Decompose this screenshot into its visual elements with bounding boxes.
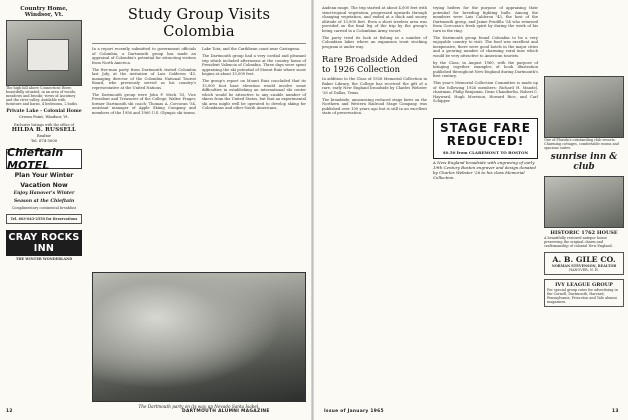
gile-sub: NORMAN STEVENSON, REALTOR xyxy=(551,264,617,268)
right-article-area xyxy=(322,6,538,180)
article-paragraph: In a report recently submitted to government officials of Colombia, a Dartmouth group has made an appraisal of Colombia's potential for attracting visitors from North America. xyxy=(92,47,196,65)
article-paragraph: Andean range. The trip started at about 4,000 feet with semi-tropical vegetation, progressed upwards through changing vegetation, and ended at a thick and snowy altitude of 13,000 feet. Even a short treeless area was provided on the final leg of the trip by the group's being carried in a Colombian Army escort. xyxy=(322,6,427,33)
broadside-headline-line-2: to 1926 Collection xyxy=(322,63,400,74)
left-ads-column xyxy=(6,6,82,261)
russell-ad xyxy=(6,123,82,143)
article-paragraph: The Dartmouth group found Colombia to be a very enjoyable country to visit. The food was excellent and inexpensive, there were good hotels in the major cities and a growing number of charming rural inns which would be very attractive to American tourists. xyxy=(433,35,538,58)
sunrise-desc: One of Florida's outstanding club resorts. Charming cottages, comfortable rooms and spacious suites. xyxy=(544,138,619,150)
article-paragraph: The Dartmouth group were John F. Meck '33, Vice President and Treasurer of the College; Walter Prager, former Dartmouth ski coach; Thomas A. Corcoran '54, assistant manager of Apple Skiing Company and members of the 1956 and 1960 U.S. Olympic ski teams. xyxy=(92,92,196,115)
right-column-1 xyxy=(322,6,427,118)
ivy-title: IVY LEAGUE GROUP xyxy=(555,282,613,288)
stage-fare-title-1: STAGE FARE xyxy=(440,121,531,136)
sunrise-inn-name: sunrise inn & club xyxy=(550,152,618,172)
chieftain-footnote: Complimentary continental breakfast xyxy=(11,206,77,211)
article-paragraph: The five-man party from Dartmouth visited Colombia last July, at the invitation of Luis Calderon '43, managing director of the Colombia National Tourist Board, who previously served as his country's representative at the United Nations. xyxy=(92,67,196,90)
gile-place: HANOVER, N. H. xyxy=(569,268,599,272)
photo-caption: The Dartmouth party on its way up Nevado Santa Isabel. xyxy=(138,404,260,409)
cray-rocks-logo: CRAY ROCKS INN xyxy=(6,230,82,256)
broadside-headline xyxy=(322,55,427,74)
colombia-article xyxy=(92,6,306,118)
magazine-name: DARTMOUTH ALUMNI MAGAZINE xyxy=(182,409,270,414)
gile-name: A. B. GILE CO. xyxy=(552,255,616,264)
left-page xyxy=(0,0,312,420)
stage-fare-sub: $0.50 from CLAREMONT TO BOSTON xyxy=(442,150,529,156)
broadside-caption: A New England broadside with engraving of early 19th Century Boston engraver and design donated by Charles Webster '26 to his class Memorial Collection. xyxy=(433,160,536,180)
issue-date: Issue of January 1965 xyxy=(324,409,384,414)
page-number-left: 12 xyxy=(6,409,13,414)
headline-rule xyxy=(92,43,306,44)
russell-sub: Realtor xyxy=(36,133,52,138)
page-number-right: 13 xyxy=(612,409,619,414)
country-home-ad-title: Country Home, Windsor, Vt. xyxy=(20,6,68,18)
historic-house-desc: A beautifully restored antique house preserving the original charm and craftsmanship of colonial New England. xyxy=(544,236,613,248)
sunrise-inn-photo xyxy=(544,76,624,138)
right-ads-column xyxy=(544,6,624,307)
article-paragraph: by the Class, in August 1960, with the purpose of bringing together examples of book illustration published throughout New England during Dartmouth's first century. xyxy=(433,60,538,78)
private-lake-sub: Crown Point, Windsor, Vt. xyxy=(19,114,69,119)
chieftain-logo: Chieftain MOTEL xyxy=(6,149,82,169)
private-lake-title: Private Lake - Colonial Home xyxy=(6,109,82,114)
chieftain-italic-2: Season at the Chieftain xyxy=(13,198,75,204)
chieftain-headline-1: Plan Your Winter xyxy=(14,172,74,179)
article-paragraph: trying heifers for the purpose of appraising their potential for breeding fighting bulls. Among the members were Luis Calderon '43, the host of the Dartmouth group, and Jaime Prudilla '54 who returned from Corcoran's fresh spirit by during the week of his turn in the ring. xyxy=(433,6,538,33)
country-home-photo xyxy=(6,20,82,86)
chieftain-headline-2: Vacation Now xyxy=(20,182,68,189)
historic-house-title: HISTORIC 1762 HOUSE xyxy=(550,230,618,236)
right-column-2 xyxy=(433,6,538,118)
article-paragraph: The party tried its luck at fishing in a number of Colombian lakes where an expansion trout stocking program is under way. xyxy=(322,35,427,49)
russell-phone: Tel. 674-5000 xyxy=(30,138,58,143)
stage-fare-title-2: REDUCED! xyxy=(446,134,525,149)
article-column-2 xyxy=(202,47,306,118)
ivy-desc: For special group rates for advertising in the Cornell, Dartmouth, Harvard, Pennsylvania, Princeton and Yale alumni magazines. xyxy=(547,288,618,304)
article-paragraph: Lake Tota; and the Caribbean coast near Cartagena. xyxy=(202,47,301,51)
right-page xyxy=(314,0,628,420)
article-paragraph: The broadside, announcing reduced stage fares on the Northern and Western Railroad Stage Company, was published over 100 years ago but is still in an excellent state of preservation. xyxy=(322,97,427,116)
russell-intro: Exclusive listings with the office of xyxy=(14,123,74,127)
historic-house-photo xyxy=(544,176,624,228)
russell-name: HILDA B. RUSSELL xyxy=(11,127,77,133)
article-paragraph: In addition to the Class of 1926 Memorial Collection in Baker Library, the College has received the gift of a rare, early New England broadside by Charles Webster '26 of Dallas, Texas. xyxy=(322,77,427,95)
article-column-1 xyxy=(92,47,196,118)
article-headline: Study Group Visits Colombia xyxy=(127,6,271,40)
chieftain-phone: Tel. 603-643-2550 for Reservations xyxy=(6,214,82,224)
gile-ad xyxy=(544,252,624,275)
ivy-league-ad xyxy=(544,279,624,307)
country-home-desc: The high hill above Connecticut River, beautifully situated, in an area of woods, meadows and brooks; views of Ascutney and the river valley. Available with furniture and barns, 4 bedrooms, 2 baths. xyxy=(6,86,79,106)
chieftain-italic-1: Enjoy Hanover's Winter xyxy=(13,191,75,196)
article-paragraph: The Dartmouth group had a very cordial and pleasant trip which included afternoons at the country home of President Valencia of Colombia. Three days were spent appraising the ski potential of Mount Ruiz where snow begins at about 15,000 feet. xyxy=(202,54,306,76)
cray-rocks-sub: THE WINTER WONDERLAND xyxy=(15,257,73,262)
broadside-headline-line-1: Rare Broadside Added xyxy=(322,54,418,64)
article-paragraph: The group's report on Mount Ruiz concluded that its 15,000 foot base elevation would involve some difficulties in establishing an international ski center which would be attractive to any sizable number of skiers from the United States, but that an experimental ski area might well be operated to develop skiing for Colombians and other South Americans. xyxy=(202,79,307,110)
dartmouth-party-photo xyxy=(92,272,306,402)
article-paragraph: This year's Memorial Collection Committee is made up of the following 1926 members: Richard H. Mandel, chairman, Philip Benjamin, Dean Chamberlin, Robert C. Hayward, Hugh Morrison, Howard Rice, and Carl Schipper. xyxy=(433,81,538,103)
stage-fare-broadside xyxy=(433,118,538,159)
